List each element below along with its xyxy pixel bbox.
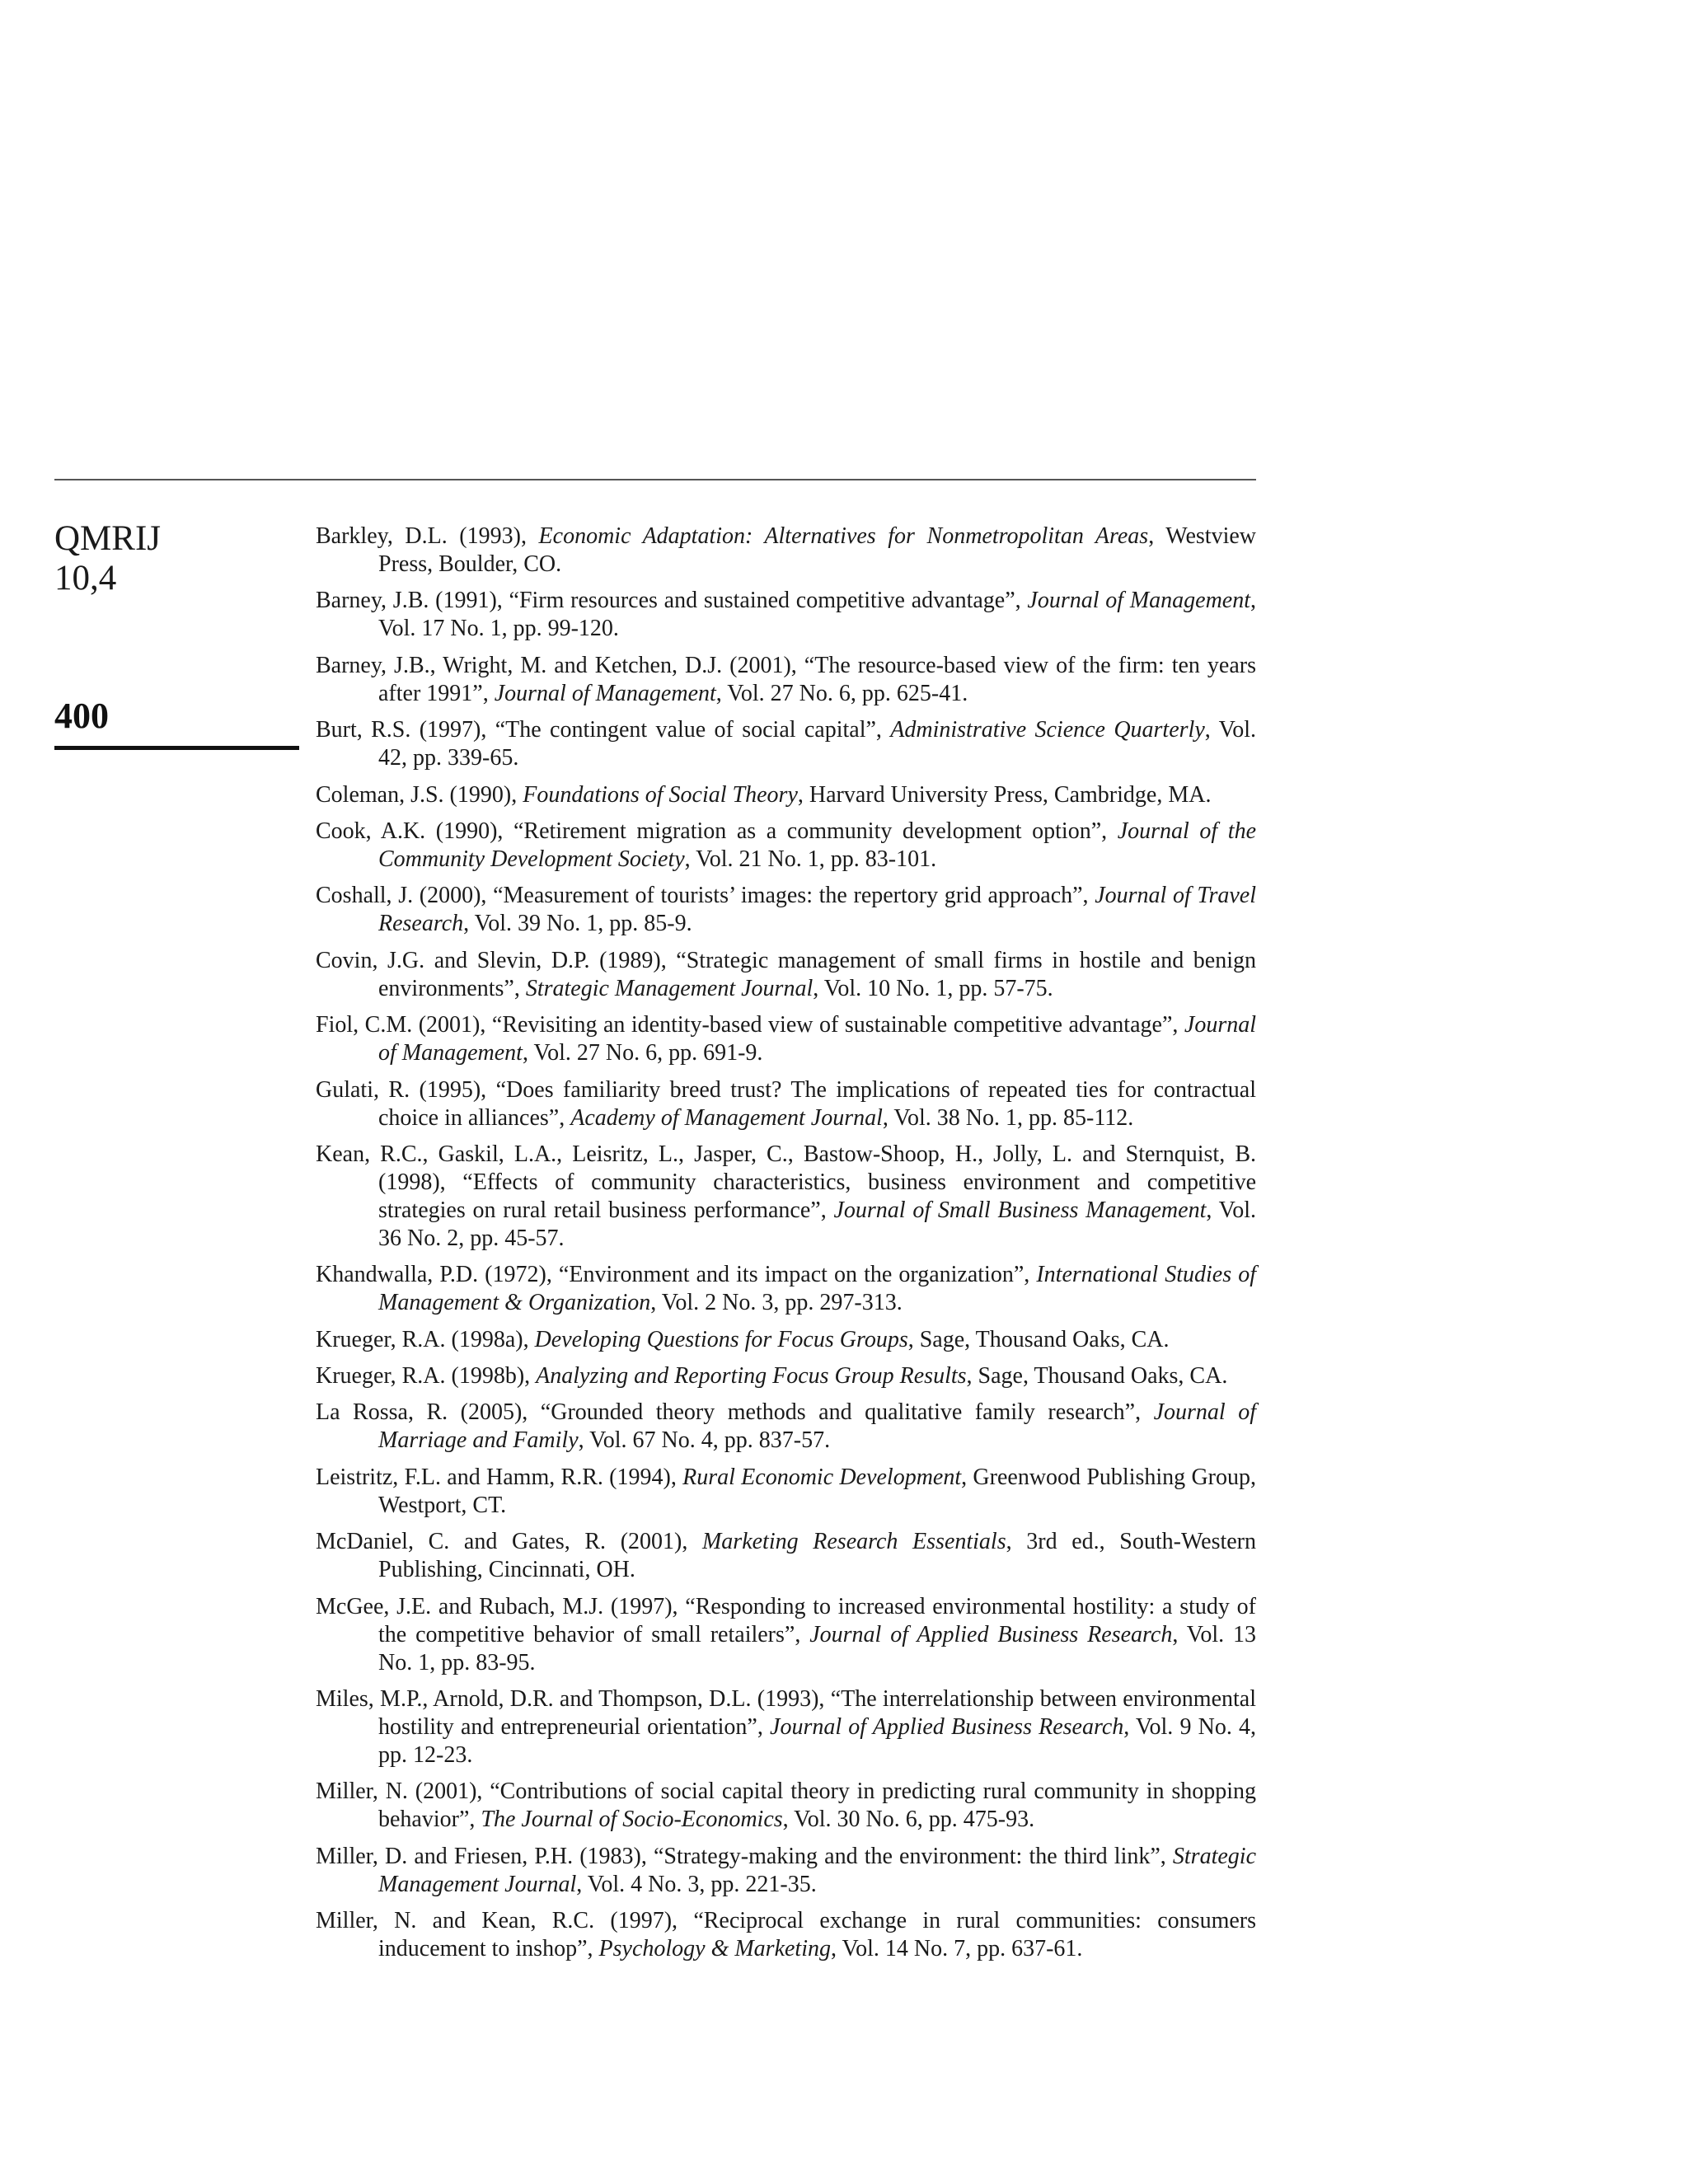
page-number: 400 [54, 696, 109, 736]
journal-abbreviation: QMRIJ [54, 519, 162, 558]
reference-details: , Vol. 30 No. 6, pp. 475-93. [782, 1807, 1035, 1833]
reference-authors-title: Miles, M.P., Arnold, D.R. and Thompson, D.L. (1993), “The interrelationship between environmental hostility and entrepreneurial orientation”, [316, 1686, 1256, 1741]
reference-authors-title: Miller, N. and Kean, R.C. (1997), “Reciprocal exchange in rural communities: consumers inducement to inshop”, [316, 1908, 1256, 1962]
reference-details: , Vol. 13 No. 1, pp. 83-95. [378, 1621, 1257, 1675]
reference-source-italic: Journal of Marriage and Family [378, 1399, 1256, 1454]
reference-authors-title: Leistritz, F.L. and Hamm, R.R. (1994), [316, 1464, 683, 1490]
reference-details: , Greenwood Publishing Group, Westport, CT. [378, 1464, 1256, 1518]
reference-source-italic: Journal of Applied Business Research [770, 1714, 1124, 1741]
reference-authors-title: Miller, N. (2001), “Contributions of social capital theory in predicting rural community in shopping behavior”, [316, 1779, 1256, 1833]
reference-authors-title: McGee, J.E. and Rubach, M.J. (1997), “Responding to increased environmental hostility: a study of the competitive behavior of small retailers”, [316, 1593, 1256, 1647]
reference-source-italic: Journal of Applied Business Research [809, 1621, 1173, 1647]
reference-details: , Vol. 27 No. 6, pp. 691-9. [522, 1040, 763, 1066]
reference-details: , Vol. 17 No. 1, pp. 99-120. [378, 588, 1256, 642]
reference-authors-title: Miller, D. and Friesen, P.H. (1983), “Strategy-making and the environment: the third link”, [316, 1843, 1173, 1869]
reference-entry [316, 587, 1256, 643]
reference-entry [316, 1528, 1256, 1584]
reference-entry [316, 882, 1256, 938]
reference-source-italic: Journal of Management [1027, 588, 1250, 614]
reference-source-italic: Journal of Management [494, 680, 716, 706]
reference-source-italic: Analyzing and Reporting Focus Group Results [536, 1363, 967, 1390]
reference-authors-title: Barney, J.B. (1991), “Firm resources and sustained competitive advantage”, [316, 588, 1028, 614]
reference-authors-title: Coleman, J.S. (1990), [316, 781, 523, 808]
reference-authors-title: Kean, R.C., Gaskil, L.A., Leisritz, L., Jasper, C., Bastow-Shoop, H., Jolly, L. and Sternquist, B. (1998), “Effects of community characteristics, business environment and competitive strategies on rural retail business performance”, [316, 1141, 1256, 1223]
reference-entry [316, 1464, 1256, 1520]
reference-details: , Vol. 10 No. 1, pp. 57-75. [813, 975, 1053, 1001]
reference-source-italic: Foundations of Social Theory [523, 781, 798, 808]
reference-source-italic: The Journal of Socio-Economics [481, 1807, 783, 1833]
reference-entry [316, 818, 1256, 874]
reference-entry [316, 716, 1256, 772]
reference-entry [316, 1141, 1256, 1253]
reference-source-italic: International Studies of Management & Organization [378, 1262, 1256, 1316]
running-head [54, 519, 302, 598]
reference-details: , Vol. 21 No. 1, pp. 83-101. [684, 846, 937, 872]
reference-entry [316, 1076, 1256, 1132]
reference-details: , Vol. 2 No. 3, pp. 297-313. [650, 1290, 903, 1316]
reference-authors-title: Krueger, R.A. (1998b), [316, 1363, 537, 1390]
reference-details: , Sage, Thousand Oaks, CA. [907, 1326, 1170, 1352]
reference-list [316, 523, 1256, 1972]
reference-source-italic: Psychology & Marketing [598, 1936, 831, 1962]
reference-entry [316, 1326, 1256, 1354]
reference-entry [316, 1362, 1256, 1390]
reference-details: , Westview Press, Boulder, CO. [378, 523, 1256, 577]
reference-source-italic: Marketing Research Essentials [701, 1529, 1006, 1555]
reference-entry [316, 1843, 1256, 1899]
reference-source-italic: Academy of Management Journal [570, 1104, 883, 1131]
reference-details: , Vol. 9 No. 4, pp. 12-23. [378, 1714, 1256, 1769]
reference-authors-title: Khandwalla, P.D. (1972), “Environment and its impact on the organization”, [316, 1262, 1037, 1288]
reference-entry [316, 652, 1256, 708]
reference-source-italic: Economic Adaptation: Alternatives for Nonmetropolitan Areas [538, 523, 1149, 549]
reference-source-italic: Journal of Management [378, 1012, 1256, 1066]
reference-entry [316, 947, 1256, 1003]
reference-source-italic: Strategic Management Journal [525, 975, 814, 1001]
reference-details: , Vol. 36 No. 2, pp. 45-57. [378, 1197, 1257, 1251]
reference-authors-title: Krueger, R.A. (1998a), [316, 1326, 535, 1352]
reference-entry [316, 781, 1256, 809]
reference-authors-title: Barkley, D.L. (1993), [316, 523, 539, 549]
reference-authors-title: Barney, J.B., Wright, M. and Ketchen, D.J. (2001), “The resource-based view of the firm: ten years after 1991”, [316, 652, 1256, 706]
reference-details: , Sage, Thousand Oaks, CA. [966, 1363, 1228, 1390]
reference-details: , Vol. 67 No. 4, pp. 837-57. [578, 1427, 831, 1454]
reference-details: , Vol. 39 No. 1, pp. 85-9. [463, 911, 692, 937]
reference-source-italic: Journal of Travel Research [378, 883, 1256, 937]
reference-entry [316, 523, 1256, 579]
reference-entry [316, 1261, 1256, 1317]
reference-source-italic: Strategic Management Journal [378, 1843, 1256, 1897]
reference-entry [316, 1011, 1256, 1067]
volume-issue: 10,4 [54, 559, 117, 598]
reference-details: , Harvard University Press, Cambridge, MA. [797, 781, 1212, 808]
reference-details: , Vol. 27 No. 6, pp. 625-41. [715, 680, 968, 706]
reference-source-italic: Journal of the Community Development Society [378, 818, 1257, 872]
reference-details: , Vol. 4 No. 3, pp. 221-35. [576, 1871, 817, 1897]
reference-authors-title: Fiol, C.M. (2001), “Revisiting an identity-based view of sustainable competitive advantage”, [316, 1012, 1184, 1038]
reference-details: , Vol. 38 No. 1, pp. 85-112. [882, 1104, 1134, 1131]
reference-authors-title: McDaniel, C. and Gates, R. (2001), [316, 1529, 702, 1555]
reference-details: , 3rd ed., South-Western Publishing, Cincinnati, OH. [378, 1529, 1256, 1583]
reference-authors-title: La Rossa, R. (2005), “Grounded theory methods and qualitative family research”, [316, 1399, 1154, 1426]
reference-entry [316, 1685, 1256, 1769]
page-number-rule [54, 746, 299, 750]
reference-source-italic: Developing Questions for Focus Groups [534, 1326, 908, 1352]
reference-authors-title: Gulati, R. (1995), “Does familiarity breed trust? The implications of repeated ties for contractual choice in alliances”, [316, 1076, 1256, 1131]
reference-authors-title: Covin, J.G. and Slevin, D.P. (1989), “Strategic management of small firms in hostile and benign environments”, [316, 947, 1256, 1001]
reference-source-italic: Rural Economic Development [682, 1464, 962, 1490]
reference-entry [316, 1778, 1256, 1834]
reference-details: , Vol. 14 No. 7, pp. 637-61. [831, 1936, 1083, 1962]
reference-entry [316, 1907, 1256, 1963]
reference-entry [316, 1593, 1256, 1677]
reference-entry [316, 1399, 1256, 1455]
reference-details: , Vol. 42, pp. 339-65. [378, 717, 1256, 771]
reference-source-italic: Journal of Small Business Management [833, 1197, 1207, 1223]
header-rule [54, 479, 1256, 480]
reference-authors-title: Cook, A.K. (1990), “Retirement migration as a community development option”, [316, 818, 1118, 844]
reference-authors-title: Coshall, J. (2000), “Measurement of tourists’ images: the repertory grid approach”, [316, 883, 1095, 909]
reference-source-italic: Administrative Science Quarterly [890, 717, 1205, 743]
reference-authors-title: Burt, R.S. (1997), “The contingent value of social capital”, [316, 717, 891, 743]
